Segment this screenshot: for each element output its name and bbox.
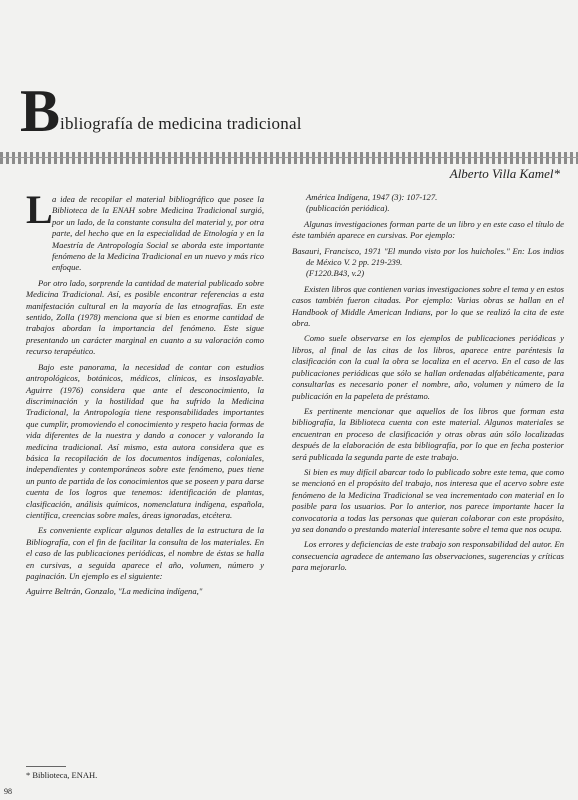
- lead-paragraph: [26, 187, 264, 274]
- reference-line: Basauri, Francisco, 1971 "El mundo visto por los huicholes." En: Los indios de México V. 2 pp. 219-239.: [292, 245, 564, 268]
- right-column: [292, 192, 564, 578]
- left-column: [26, 187, 264, 602]
- body-paragraph: Bajo este panorama, la necesidad de contar con estudios antropológicos, botánicos, médicos, clínicos, es insoslayable. Aguirre (1976) considera que ante el desconocimiento, la discriminación y la hostilidad que ha sufrido la Medicina Tradicional, la Antropología tiene responsabilidades importantes que cumplir, promoviendo el conocimiento y respeto hacia formas de vida diferentes de la nuestra y dando a conocer y valorando la medicina tradicional. Así mismo, esta autora considera que es básica la recopilación de los documentos indígenas, coloniales, independientes y contemporáneos sobre este fenómeno, pues tiene un punto de partida de los conocimientos que se poseen y para darse cuenta de los logros que tenemos: identificación de plantas, clasificación, análisis químicos, nomenclatura indígena, española, científica, creencias sobre males, áreas ignoradas, etcétera.: [26, 361, 264, 520]
- decorative-rule: [0, 152, 578, 164]
- reference-line: (publicación periódica).: [306, 203, 390, 214]
- author-name: Alberto Villa Kamel*: [449, 166, 560, 181]
- page-number: 98: [4, 787, 12, 796]
- body-paragraph: Existen libros que contienen varias investigaciones sobre el tema y en estos casos también fueron citadas. Por ejemplo: Varias obras se hallan en el Handbook of Middle American Indians, por lo que se realizó la cita de este obra.: [292, 283, 564, 329]
- body-paragraph: Algunas investigaciones forman parte de un libro y en este caso el título de éste también aparece en cursivas. Por ejemplo:: [292, 218, 564, 241]
- body-paragraph: Es conveniente explicar algunos detalles de la estructura de la Bibliografía, con el fin de facilitar la consulta de los materiales. En el caso de las publicaciones periódicas, el nombre de éstas se halla en cursivas, a seguida aparece el año, volumen, número y paginación. Un ejemplo es el siguiente:: [26, 525, 264, 581]
- example-citation: Aguirre Beltrán, Gonzalo, "La medicina indígena,": [26, 586, 203, 597]
- article-title: [20, 78, 302, 144]
- body-paragraph: Es pertinente mencionar que aquellos de los libros que forman esta bibliografía, la Biblioteca cuenta con este material. Algunos materiales se encuentran en proceso de clasificación y otras obras aún sólo localizadas después de la elaboración de esta bibliografía, por lo que en fecha posterior será publicada la segunda parte de este trabajo.: [292, 405, 564, 462]
- body-paragraph: Como suele observarse en los ejemplos de publicaciones periódicas y libros, al final de las citas de los libros, aparece entre paréntesis la clasificación con la cual la obra se localiza en el acervo. En el caso de las publicaciones periódicas que sólo se hallan ordenadas alfabéticamente, para consultarlas es necesario poner el nombre, año, volumen y número de la publicación en la papeleta de préstamo.: [292, 333, 564, 401]
- body-paragraph: Por otro lado, sorprende la cantidad de material publicado sobre Medicina Tradicional. Así, es posible encontrar referencias a esta manifestación cultural en la mayoría de las etnografías. En este sentido, Zolla (1978) menciona que si bien es enorme cantidad de trabajos abordan la importancia del fenómeno. Este sigue presentando un carácter marginal en cuanto a su valoración como recurso terapéutico.: [26, 277, 264, 357]
- reference-entry: [292, 192, 564, 215]
- footnote: * Biblioteca, ENAH.: [26, 770, 98, 780]
- title-text: ibliografía de medicina tradicional: [60, 114, 302, 133]
- title-dropcap: B: [20, 78, 59, 144]
- body-paragraph: Los errores y deficiencias de este trabajo son responsabilidad del autor. En consecuencia agradece de antemano las observaciones, sugerencias y críticas para mejorarlo.: [292, 539, 564, 573]
- body-paragraph: Si bien es muy difícil abarcar todo lo publicado sobre este tema, que como se mencionó en el propósito del trabajo, nos interesa que el acervo sobre este fenómeno de la Medicina Tradicional se vea incrementado con material en lo posible para los usuarios. Por lo anterior, nos parece importante hacer la convocatoria a todas las personas que quieran colaborar con este propósito, ya sea donando o prestando material interesante sobre el tema que nos ocupa.: [292, 466, 564, 534]
- reference-line: América Indígena, 1947 (3): 107-127.: [306, 192, 438, 202]
- footnote-rule: [26, 766, 66, 767]
- reference-line: (F1220.B43, v.2): [306, 268, 365, 279]
- lead-paragraph-text: a idea de recopilar el material bibliográfico que posee la Biblioteca de la ENAH sobre Medicina Tradicional surgió, por un lado, de la constante consulta del material y, por otra parte, del hecho que en la especialidad de Etnología y en la Maestría de Antropología Social se aborda este importante fenómeno de la Medicina Tradicional en un nuevo y más rico enfoque.: [52, 194, 264, 273]
- reference-entry: [292, 246, 564, 280]
- lead-dropcap: L: [26, 187, 53, 232]
